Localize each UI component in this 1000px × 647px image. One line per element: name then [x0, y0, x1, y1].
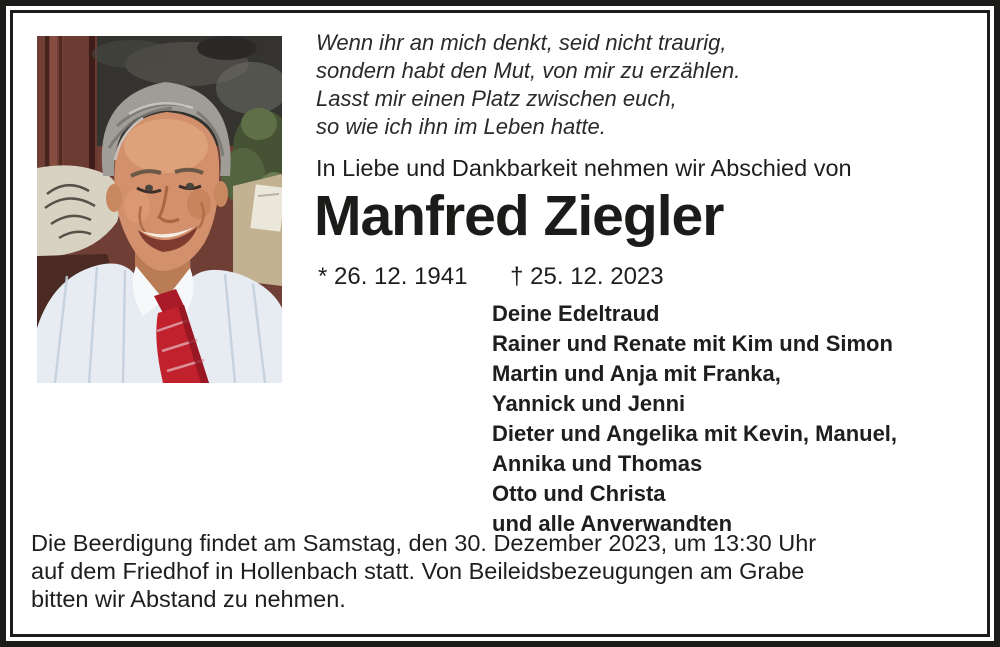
- portrait-photo: [37, 36, 282, 383]
- funeral-info: [31, 529, 816, 614]
- mourner-line: Rainer und Renate mit Kim und Simon: [492, 331, 893, 356]
- mourner-line: Martin und Anja mit Franka,: [492, 361, 781, 386]
- mourner-line: Deine Edeltraud: [492, 301, 660, 326]
- mourner-line: Annika und Thomas: [492, 451, 703, 476]
- mourner-line: Dieter und Angelika mit Kevin, Manuel,: [492, 421, 898, 446]
- mourner-line: und alle Anverwandten: [492, 511, 733, 536]
- mourner-line: Otto und Christa: [492, 481, 666, 506]
- funeral-line: auf dem Friedhof in Hollenbach statt. Von Beileidsbezeugungen am Grabe: [31, 558, 805, 585]
- farewell-intro: In Liebe und Dankbarkeit nehmen wir Abschied von: [316, 155, 852, 181]
- mourners-list: [492, 299, 897, 539]
- death-date: † 25. 12. 2023: [510, 263, 664, 290]
- poem-line: so wie ich ihn im Leben hatte.: [316, 114, 606, 139]
- poem-line: Lasst mir einen Platz zwischen euch,: [316, 86, 677, 111]
- life-dates: [318, 262, 664, 292]
- funeral-line: Die Beerdigung findet am Samstag, den 30. Dezember 2023, um 13:30 Uhr: [31, 530, 817, 556]
- mourner-line: Yannick und Jenni: [492, 391, 686, 416]
- deceased-name: Manfred Ziegler: [314, 184, 724, 248]
- poem-line: Wenn ihr an mich denkt, seid nicht traurig,: [316, 30, 727, 55]
- poem-line: sondern habt den Mut, von mir zu erzählen.: [316, 58, 741, 83]
- funeral-line: bitten wir Abstand zu nehmen.: [31, 586, 346, 613]
- memorial-poem: [316, 29, 740, 141]
- birth-date: * 26. 12. 1941: [318, 263, 468, 290]
